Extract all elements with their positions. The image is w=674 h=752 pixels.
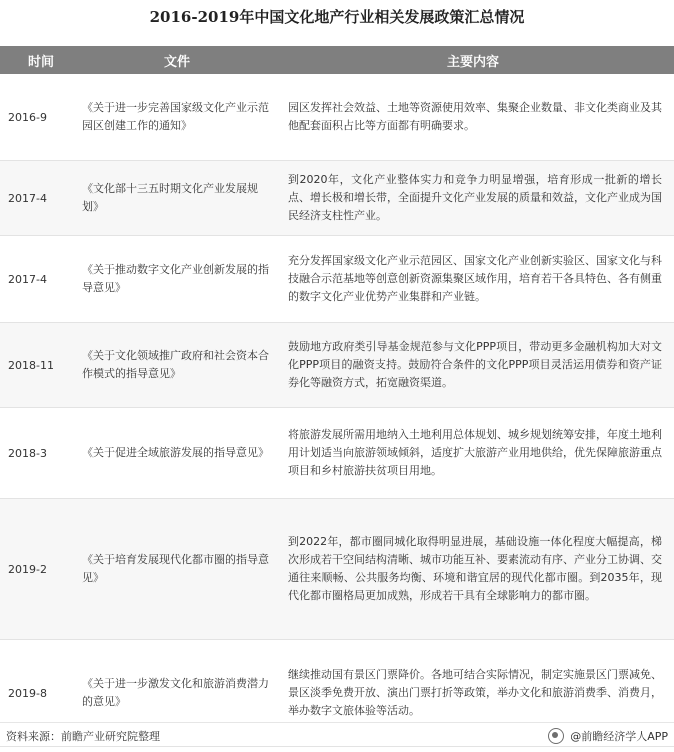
table-row xyxy=(0,236,674,323)
cell-document: 《关于文化领域推广政府和社会资本合作模式的指导意见》 xyxy=(82,349,269,380)
cell-time: 2019-2 xyxy=(8,562,47,576)
cell-content: 到2020年，文化产业整体实力和竞争力明显增强，培育形成一批新的增长点、增长极和增长带，全面提升文化产业发展的质量和效益，文化产业成为国民经济支柱性产业。 xyxy=(288,173,662,222)
footer xyxy=(0,722,674,748)
cell-content: 到2022年，都市圈同城化取得明显进展，基础设施一体化程度大幅提高，梯次形成若干空间结构清晰、城市功能互补、要素流动有序、产业分工协调、交通往来顺畅、公共服务均衡、环境和谐宜居的现代化都市圈。到2035年，现代化都市圈格局更加成熟，形成若干具有全球影响力的都市圈。 xyxy=(288,535,662,602)
cell-time: 2017-4 xyxy=(8,191,47,205)
table-row xyxy=(0,323,674,408)
brand-logo-icon xyxy=(548,728,564,744)
cell-content: 将旅游发展所需用地纳入土地利用总体规划、城乡规划统筹安排，年度土地利用计划适当向旅游领域倾斜，适度扩大旅游产业用地供给，优先保障旅游重点项目和乡村旅游扶贫项目用地。 xyxy=(288,428,662,477)
cell-document: 《关于推动数字文化产业创新发展的指导意见》 xyxy=(82,263,269,294)
cell-content: 园区发挥社会效益、土地等资源使用效率、集聚企业数量、非文化类商业及其他配套面积占比等方面都有明确要求。 xyxy=(288,101,662,132)
cell-time: 2017-4 xyxy=(8,272,47,286)
table-row xyxy=(0,74,674,161)
header-time: 时间 xyxy=(27,54,54,70)
cell-document: 《关于促进全域旅游发展的指导意见》 xyxy=(82,446,269,459)
table-body xyxy=(0,74,674,747)
cell-document: 《关于进一步激发文化和旅游消费潜力的意见》 xyxy=(82,677,269,708)
policy-table xyxy=(0,46,674,747)
table-header xyxy=(0,46,674,74)
cell-document: 《关于培育发展现代化都市圈的指导意见》 xyxy=(82,553,269,584)
cell-time: 2018-11 xyxy=(8,358,54,372)
cell-time: 2019-8 xyxy=(8,686,47,700)
table-row xyxy=(0,161,674,236)
cell-content: 继续推动国有景区门票降价。各地可结合实际情况，制定实施景区门票减免、景区淡季免费开放、演出门票打折等政策，举办文化和旅游消费季、消费月，举办数字文旅体验等活动。 xyxy=(288,668,662,717)
page-title: 2016-2019年中国文化地产行业相关发展政策汇总情况 xyxy=(149,8,525,26)
cell-document: 《关于进一步完善国家级文化产业示范园区创建工作的通知》 xyxy=(82,101,269,132)
cell-document: 《文化部十三五时期文化产业发展规划》 xyxy=(82,182,258,213)
brand xyxy=(548,728,668,744)
header-content: 主要内容 xyxy=(446,54,499,70)
brand-text: @前瞻经济学人APP xyxy=(570,729,668,743)
table-row xyxy=(0,499,674,640)
cell-content: 充分发挥国家级文化产业示范园区、国家文化产业创新实验区、国家文化与科技融合示范基地等创意创新资源集聚区域作用，培育若干各具特色、各有侧重的数字文化产业优势产业集群和产业链。 xyxy=(288,254,662,303)
source-note: 资料来源：前瞻产业研究院整理 xyxy=(6,729,160,743)
table-row xyxy=(0,408,674,499)
cell-content: 鼓励地方政府类引导基金规范参与文化PPP项目，带动更多金融机构加大对文化PPP项目的融资支持。鼓励符合条件的文化PPP项目灵活运用债券和资产证券化等融资方式，拓宽融资渠道。 xyxy=(288,340,662,389)
header-document: 文件 xyxy=(163,54,190,70)
cell-time: 2018-3 xyxy=(8,446,47,460)
cell-time: 2016-9 xyxy=(8,110,47,124)
